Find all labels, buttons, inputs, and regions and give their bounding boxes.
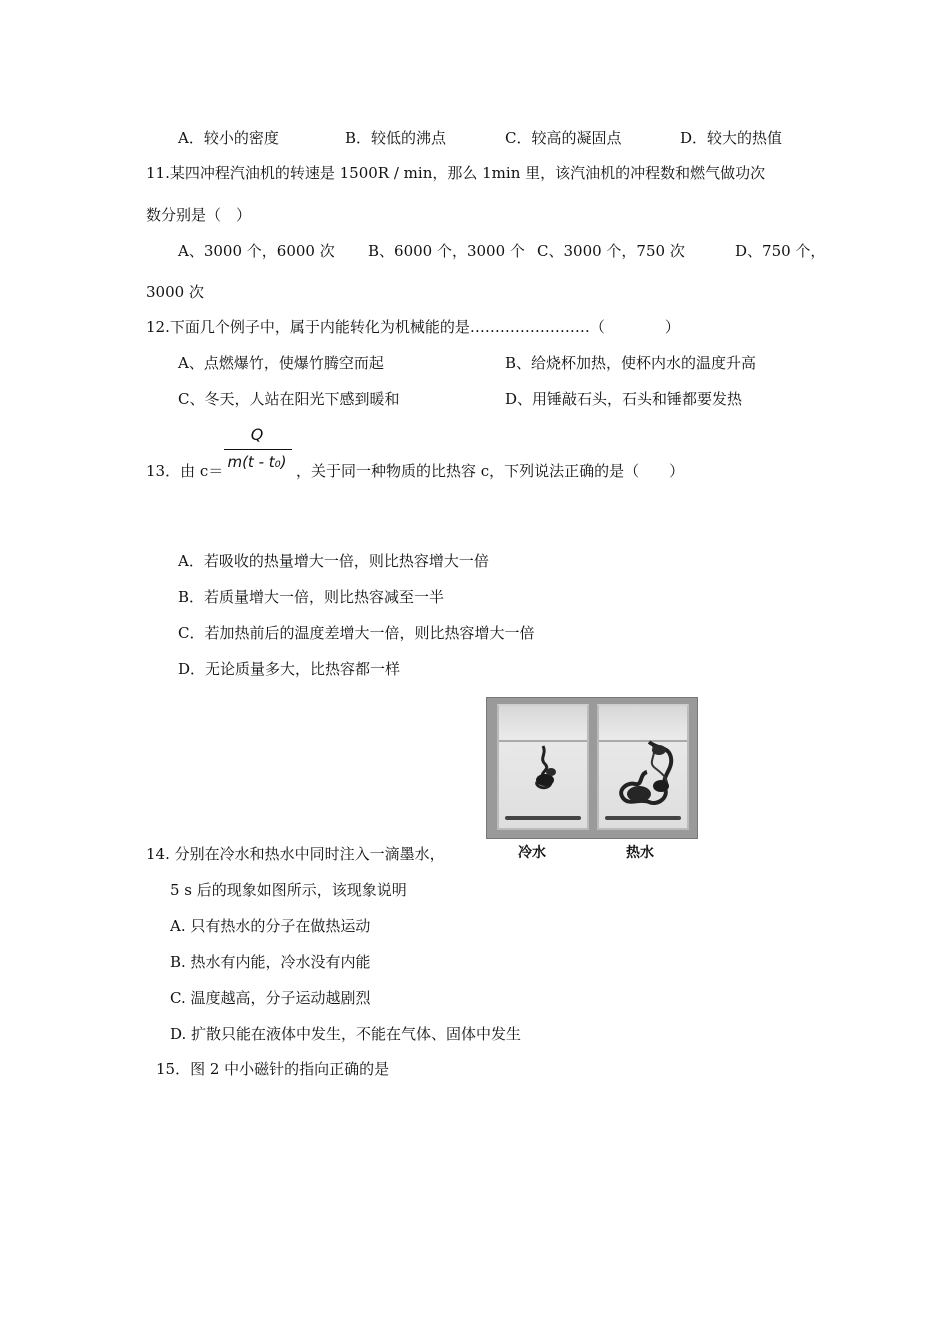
caption-cold-water: 冷水 [518,845,546,861]
q13-stem-prefix: 13．由 c＝ [146,462,224,480]
q14-option-d: D. 扩散只能在液体中发生，不能在气体、固体中发生 [170,1025,522,1043]
q12-option-b: B、给烧杯加热，使杯内水的温度升高 [505,354,757,372]
formula-numerator: Q [250,425,264,444]
ink-drop-cold [499,706,587,826]
fraction-bar [224,449,292,450]
q11-stem-line2: 数分别是（ ） [146,206,252,224]
q11-option-d-continued: 3000 次 [146,283,204,301]
q13-option-b: B．若质量增大一倍，则比热容减至一半 [178,588,445,606]
formula-denominator: m(t - t₀) [227,453,287,471]
q10-option-c: C．较高的凝固点 [505,129,622,147]
q12-option-c: C、冬天，人站在阳光下感到暖和 [178,390,400,408]
q14-stem-line1: 14. 分别在冷水和热水中同时注入一滴墨水， [146,845,445,863]
q14-option-b: B. 热水有内能，冷水没有内能 [170,953,371,971]
q14-stem-line2: 5 s 后的现象如图所示，该现象说明 [170,881,407,899]
q10-option-a: A．较小的密度 [178,129,279,147]
q13-option-a: A．若吸收的热量增大一倍，则比热容增大一倍 [178,552,489,570]
q12-option-d: D、用锤敲石头，石头和锤都要发热 [505,390,743,408]
q12-stem: 12.下面几个例子中，属于内能转化为机械能的是……………………（ ） [146,318,680,336]
q13-option-c: C．若加热前后的温度差增大一倍，则比热容增大一倍 [178,624,535,642]
cold-water-beaker [497,704,589,830]
q12-option-a: A、点燃爆竹，使爆竹腾空而起 [178,354,384,372]
ink-drop-hot [599,706,687,826]
hot-water-beaker [597,704,689,830]
q13-stem-suffix: ，关于同一种物质的比热容 c，下列说法正确的是（ ） [296,462,685,480]
q10-option-d: D．较大的热值 [680,129,783,147]
ink-diffusion-photo [486,697,698,839]
q14-option-c: C. 温度越高，分子运动越剧烈 [170,989,371,1007]
q15-stem: 15．图 2 中小磁针的指向正确的是 [156,1060,390,1078]
specific-heat-formula [222,425,292,477]
caption-hot-water: 热水 [626,845,654,861]
q11-option-c: C、3000 个，750 次 [537,242,685,260]
q11-option-b: B、6000 个，3000 个 [368,242,525,260]
q13-option-d: D．无论质量多大，比热容都一样 [178,660,401,678]
q10-option-b: B．较低的沸点 [345,129,447,147]
q14-option-a: A. 只有热水的分子在做热运动 [170,917,371,935]
q11-option-a: A、3000 个，6000 次 [178,242,335,260]
q11-option-d: D、750 个， [735,242,826,260]
q11-stem-line1: 11.某四冲程汽油机的转速是 1500R / min，那么 1min 里，该汽油机的冲程数和燃气做功次 [146,164,766,182]
